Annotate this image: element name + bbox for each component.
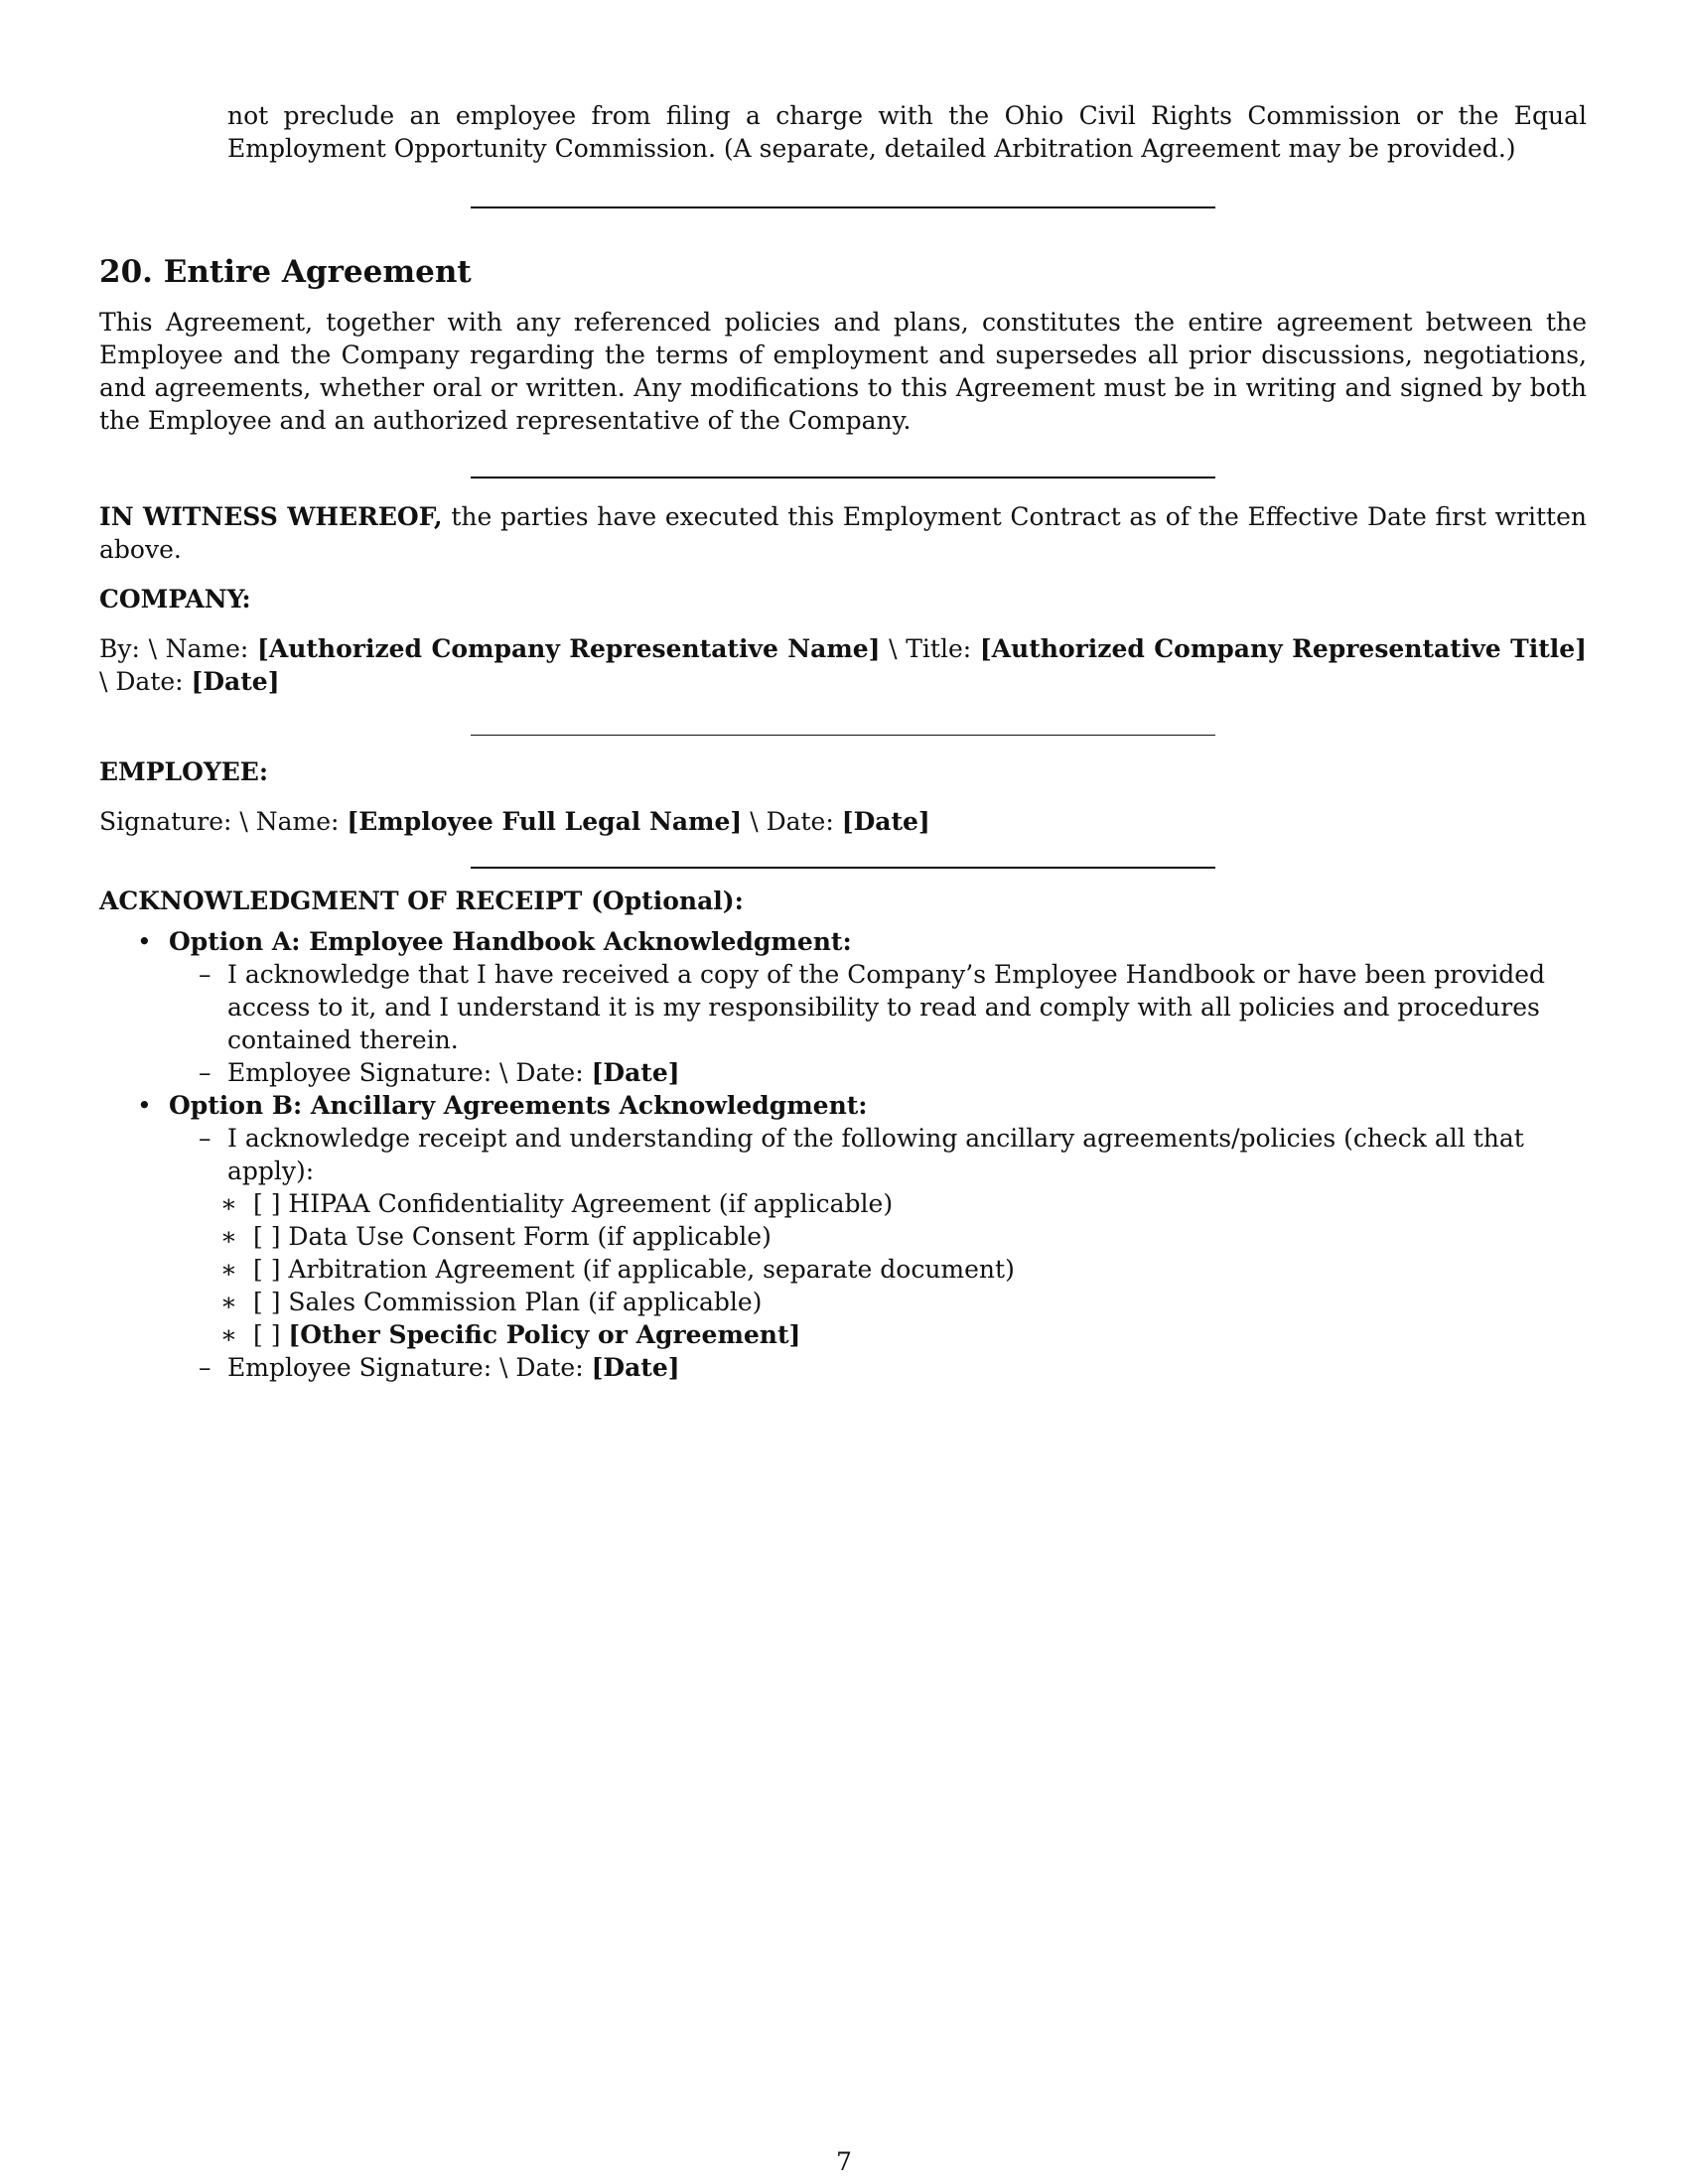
option-b — [99, 1089, 1587, 1384]
witness-text: the parties have executed this Employment Contract as of the Effective Date first written above. — [99, 502, 1587, 564]
star-icon: ∗ — [220, 1222, 237, 1251]
employee-sig-label: Signature: \ Name: — [99, 807, 348, 836]
option-b-title: Option B: Ancillary Agreements Acknowledgment: — [169, 1091, 868, 1120]
checklist-item-text: [ ] Sales Commission Plan (if applicable) — [253, 1288, 763, 1316]
company-date-label: \ Date: — [99, 667, 192, 696]
checklist-item-prefix: [ ] — [253, 1320, 289, 1349]
option-b-signature — [169, 1351, 1587, 1384]
checklist-item[interactable] — [169, 1253, 1587, 1286]
company-heading: COMPANY: — [99, 585, 251, 614]
company-rep-name-field: [Authorized Company Representative Name] — [256, 634, 881, 663]
checklist-item-other-field: [Other Specific Policy or Agreement] — [288, 1320, 801, 1349]
option-b-checklist — [169, 1187, 1587, 1351]
option-b-date-field: [Date] — [591, 1353, 680, 1382]
company-date-field: [Date] — [191, 667, 280, 696]
page-number: 7 — [836, 2147, 852, 2176]
star-icon: ∗ — [220, 1320, 237, 1349]
employee-heading: EMPLOYEE: — [99, 757, 269, 786]
acknowledgment-heading: ACKNOWLEDGMENT OF RECEIPT (Optional): — [99, 887, 744, 915]
checklist-item[interactable] — [169, 1220, 1587, 1253]
checklist-item-text: [ ] HIPAA Confidentiality Agreement (if applicable) — [253, 1189, 894, 1218]
section-20-heading: 20. Entire Agreement — [99, 254, 472, 290]
witness-paragraph — [99, 500, 1587, 566]
company-signature-block — [99, 632, 1587, 698]
option-b-statement-text: I acknowledge receipt and understanding of the following ancillary agreements/policies (check all that apply): — [227, 1124, 1524, 1185]
dash-icon: – — [199, 960, 211, 989]
employee-date-label: \ Date: — [742, 807, 842, 836]
checklist-item-text: [ ] Data Use Consent Form (if applicable) — [253, 1222, 772, 1251]
option-a-statement — [169, 958, 1587, 1056]
checklist-item-text: [ ] Arbitration Agreement (if applicable, separate document) — [253, 1255, 1015, 1284]
option-a-signature — [169, 1056, 1587, 1089]
option-a-date-field: [Date] — [591, 1058, 680, 1087]
checklist-item[interactable] — [169, 1187, 1587, 1220]
option-a-items — [169, 958, 1587, 1089]
star-icon: ∗ — [220, 1288, 237, 1316]
option-a — [99, 925, 1587, 1089]
bullet-icon: • — [137, 1091, 152, 1120]
company-title-label: \ Title: — [880, 634, 980, 663]
company-rep-title-field: [Authorized Company Representative Title] — [979, 634, 1587, 663]
employee-signature-block — [99, 805, 1587, 838]
checklist-item[interactable] — [169, 1286, 1587, 1318]
star-icon: ∗ — [220, 1189, 237, 1218]
continued-paragraph: not preclude an employee from filing a charge with the Ohio Civil Rights Commission or the Equal Employment Opportunity Commission. (A separate, detailed Arbitration Agreement may be provided.) — [227, 101, 1587, 163]
dash-icon: – — [199, 1124, 211, 1153]
option-b-statement — [169, 1122, 1587, 1351]
employee-name-field: [Employee Full Legal Name] — [347, 807, 743, 836]
checklist-item[interactable] — [169, 1318, 1587, 1351]
option-a-title: Option A: Employee Handbook Acknowledgment: — [169, 927, 852, 956]
company-by-label: By: \ Name: — [99, 634, 257, 663]
bullet-icon: • — [137, 927, 152, 956]
section-20-body: This Agreement, together with any referenced policies and plans, constitutes the entire agreement between the Employee and the Company regarding the terms of employment and supersedes all prior discussions, negotiations, and agreements, whether oral or written. Any modifications to this Agreement must be in writing and signed by both the Employee and an authorized representative of the Company. — [99, 308, 1587, 435]
document-page — [99, 99, 1587, 1384]
employee-date-field: [Date] — [841, 807, 930, 836]
acknowledgment-options — [99, 925, 1587, 1384]
dash-icon: – — [199, 1353, 211, 1382]
option-a-statement-text: I acknowledge that I have received a copy of the Company’s Employee Handbook or have been provided access to it, and I understand it is my responsibility to read and comply with all policies and procedures contained therein. — [227, 960, 1546, 1054]
option-a-sig-label: Employee Signature: \ Date: — [227, 1058, 592, 1087]
dash-icon: – — [199, 1058, 211, 1087]
star-icon: ∗ — [220, 1255, 237, 1284]
option-b-sig-label: Employee Signature: \ Date: — [227, 1353, 592, 1382]
witness-lead: IN WITNESS WHEREOF, — [99, 502, 443, 531]
option-b-items — [169, 1122, 1587, 1384]
